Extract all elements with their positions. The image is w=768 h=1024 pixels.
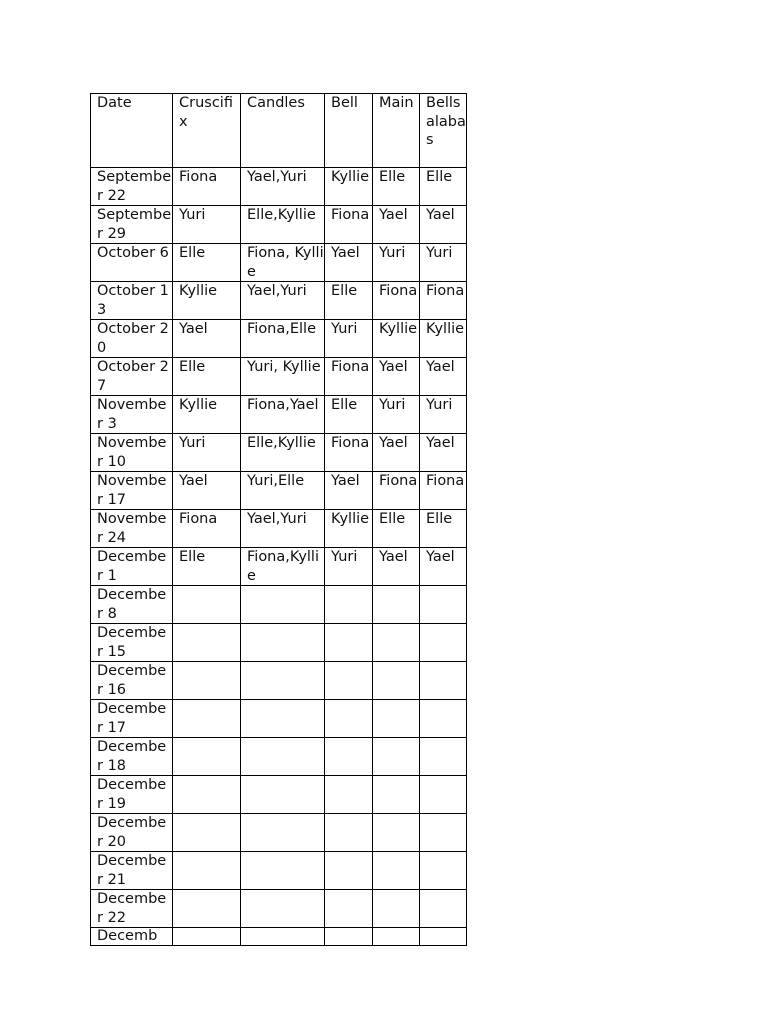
cell-bellsalabas (420, 852, 467, 890)
table-row (91, 472, 467, 510)
cell-bellsalabas: Yael (420, 434, 467, 472)
cell-bellsalabas (420, 662, 467, 700)
header-cell-cruscifix: Cruscifix (173, 94, 241, 168)
table-row (91, 168, 467, 206)
cell-date: December 20 (91, 814, 173, 852)
cell-bellsalabas: Yael (420, 206, 467, 244)
cell-main (373, 586, 420, 624)
cell-bellsalabas: Fiona (420, 282, 467, 320)
cell-date: October 6 (91, 244, 173, 282)
table-row (91, 852, 467, 890)
cell-date: Decemb (91, 928, 173, 946)
cell-date: September 29 (91, 206, 173, 244)
cell-bell (325, 776, 373, 814)
cell-main: Yael (373, 206, 420, 244)
cell-bellsalabas (420, 928, 467, 946)
cell-bell (325, 928, 373, 946)
cell-bell (325, 662, 373, 700)
cell-cruscifix: Yuri (173, 206, 241, 244)
cell-bell (325, 814, 373, 852)
cell-cruscifix: Fiona (173, 168, 241, 206)
cell-cruscifix (173, 624, 241, 662)
cell-main: Elle (373, 510, 420, 548)
cell-candles: Yuri, Kyllie (241, 358, 325, 396)
cell-bell (325, 890, 373, 928)
cell-bellsalabas: Yuri (420, 396, 467, 434)
table-row (91, 738, 467, 776)
cell-date: November 10 (91, 434, 173, 472)
cell-cruscifix (173, 852, 241, 890)
cell-date: October 20 (91, 320, 173, 358)
cell-main: Fiona (373, 472, 420, 510)
cell-bellsalabas (420, 586, 467, 624)
cell-date: September 22 (91, 168, 173, 206)
table-row (91, 358, 467, 396)
cell-cruscifix (173, 738, 241, 776)
cell-candles: Elle,Kyllie (241, 206, 325, 244)
cell-cruscifix: Yael (173, 320, 241, 358)
cell-candles: Yuri,Elle (241, 472, 325, 510)
cell-main (373, 700, 420, 738)
cell-date: November 17 (91, 472, 173, 510)
cell-main (373, 890, 420, 928)
cell-main (373, 776, 420, 814)
cell-candles: Elle,Kyllie (241, 434, 325, 472)
cell-cruscifix: Kyllie (173, 282, 241, 320)
cell-bell: Kyllie (325, 168, 373, 206)
cell-candles (241, 662, 325, 700)
cell-cruscifix: Elle (173, 358, 241, 396)
cell-candles: Yael,Yuri (241, 282, 325, 320)
table-row (91, 700, 467, 738)
table-row (91, 776, 467, 814)
header-cell-bell: Bell (325, 94, 373, 168)
cell-main (373, 928, 420, 946)
cell-bell: Fiona (325, 358, 373, 396)
cell-bell: Yael (325, 244, 373, 282)
table-row (91, 814, 467, 852)
cell-main (373, 738, 420, 776)
table-row (91, 586, 467, 624)
table-row (91, 396, 467, 434)
cell-candles (241, 586, 325, 624)
cell-bell: Yael (325, 472, 373, 510)
table-row (91, 320, 467, 358)
cell-main: Yuri (373, 244, 420, 282)
cell-cruscifix (173, 700, 241, 738)
cell-bellsalabas: Yael (420, 358, 467, 396)
cell-bell: Kyllie (325, 510, 373, 548)
header-cell-date: Date (91, 94, 173, 168)
cell-date: November 24 (91, 510, 173, 548)
cell-candles: Fiona,Kyllie (241, 548, 325, 586)
cell-candles (241, 776, 325, 814)
cell-bell: Fiona (325, 434, 373, 472)
cell-date: December 17 (91, 700, 173, 738)
table-header-row (91, 94, 467, 168)
cell-main (373, 624, 420, 662)
cell-candles (241, 700, 325, 738)
table-row (91, 206, 467, 244)
cell-bell (325, 624, 373, 662)
cell-candles (241, 814, 325, 852)
cell-candles (241, 852, 325, 890)
cell-bell: Elle (325, 396, 373, 434)
cell-main (373, 814, 420, 852)
cell-main: Yael (373, 434, 420, 472)
cell-candles: Fiona,Yael (241, 396, 325, 434)
cell-candles (241, 890, 325, 928)
cell-bellsalabas (420, 890, 467, 928)
cell-date: October 27 (91, 358, 173, 396)
cell-candles: Yael,Yuri (241, 510, 325, 548)
cell-candles: Fiona,Elle (241, 320, 325, 358)
cell-bellsalabas: Elle (420, 168, 467, 206)
schedule-table (90, 93, 467, 946)
cell-bellsalabas: Fiona (420, 472, 467, 510)
cell-bellsalabas (420, 776, 467, 814)
cell-main (373, 662, 420, 700)
cell-bellsalabas (420, 738, 467, 776)
cell-main: Fiona (373, 282, 420, 320)
cell-date: October 13 (91, 282, 173, 320)
cell-cruscifix: Yael (173, 472, 241, 510)
table-row (91, 890, 467, 928)
cell-bell (325, 852, 373, 890)
table-row (91, 244, 467, 282)
cell-candles (241, 624, 325, 662)
cell-main: Yuri (373, 396, 420, 434)
cell-bellsalabas: Elle (420, 510, 467, 548)
cell-cruscifix: Elle (173, 244, 241, 282)
cell-cruscifix: Kyllie (173, 396, 241, 434)
cell-bell (325, 700, 373, 738)
header-cell-main: Main (373, 94, 420, 168)
cell-date: December 8 (91, 586, 173, 624)
cell-date: December 21 (91, 852, 173, 890)
cell-date: December 22 (91, 890, 173, 928)
cell-cruscifix (173, 814, 241, 852)
cell-bellsalabas: Yuri (420, 244, 467, 282)
cell-bellsalabas (420, 700, 467, 738)
cell-main: Kyllie (373, 320, 420, 358)
cell-date: December 18 (91, 738, 173, 776)
cell-date: December 16 (91, 662, 173, 700)
cell-bell: Yuri (325, 320, 373, 358)
table-row (91, 282, 467, 320)
cell-date: December 19 (91, 776, 173, 814)
cell-cruscifix (173, 662, 241, 700)
header-cell-bellsalabas: Bellsalabas (420, 94, 467, 168)
cell-bell: Fiona (325, 206, 373, 244)
cell-date: December 15 (91, 624, 173, 662)
cell-bellsalabas: Yael (420, 548, 467, 586)
cell-bellsalabas (420, 624, 467, 662)
cell-candles: Yael,Yuri (241, 168, 325, 206)
table-row (91, 548, 467, 586)
header-cell-candles: Candles (241, 94, 325, 168)
cell-bellsalabas: Kyllie (420, 320, 467, 358)
table-row (91, 662, 467, 700)
cell-cruscifix (173, 928, 241, 946)
cell-cruscifix (173, 776, 241, 814)
cell-bell (325, 738, 373, 776)
cell-candles: Fiona, Kyllie (241, 244, 325, 282)
cell-date: December 1 (91, 548, 173, 586)
cell-date: November 3 (91, 396, 173, 434)
table-row (91, 510, 467, 548)
cell-bell: Yuri (325, 548, 373, 586)
table-row (91, 434, 467, 472)
cell-main: Yael (373, 548, 420, 586)
cell-cruscifix (173, 586, 241, 624)
cell-bell: Elle (325, 282, 373, 320)
cell-candles (241, 928, 325, 946)
cell-main: Yael (373, 358, 420, 396)
table-row (91, 928, 467, 946)
cell-main: Elle (373, 168, 420, 206)
cell-candles (241, 738, 325, 776)
cell-main (373, 852, 420, 890)
cell-cruscifix (173, 890, 241, 928)
cell-cruscifix: Fiona (173, 510, 241, 548)
cell-cruscifix: Elle (173, 548, 241, 586)
cell-bell (325, 586, 373, 624)
cell-cruscifix: Yuri (173, 434, 241, 472)
table-row (91, 624, 467, 662)
cell-bellsalabas (420, 814, 467, 852)
